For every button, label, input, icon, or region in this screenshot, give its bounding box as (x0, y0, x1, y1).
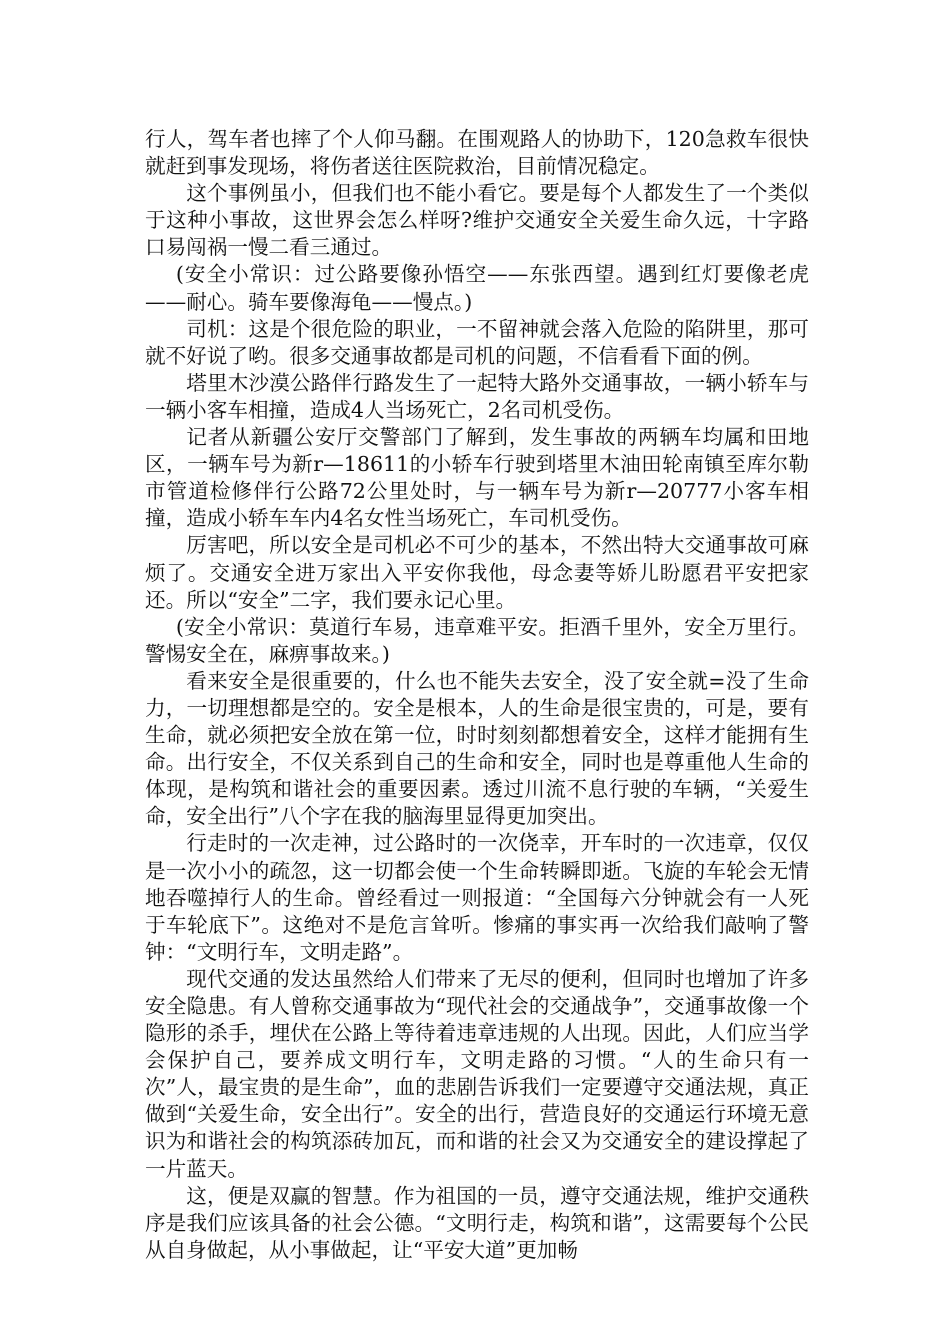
paragraph: 现代交通的发达虽然给人们带来了无尽的便利，但同时也增加了许多安全隐患。有人曾称交通事故为“现代社会的交通战争”，交通事故像一个隐形的杀手，埋伏在公路上等待着违章违规的人出现。因此，人们应当学会保护自己，要养成文明行车，文明走路的习惯。“人的生命只有一次”人，最宝贵的是生命”，血的悲剧告诉我们一定要遵守交通法规，真正做到“关爱生命，安全出行”。安全的出行，营造良好的交通运行环境无意识为和谐社会的构筑添砖加瓦，而和谐的社会又为交通安全的建设撑起了一片蓝天。 (145, 966, 809, 1181)
safety-tip-paragraph: (安全小常识：过公路要像孙悟空——东张西望。遇到红灯要像老虎——耐心。骑车要像海龟——慢点。) (145, 262, 809, 314)
paragraph: 看来安全是很重要的，什么也不能失去安全，没了安全就=没了生命力，一切理想都是空的。安全是根本，人的生命是很宝贵的，可是，要有生命，就必须把安全放在第一位，时时刻刻都想着安全，这样才能拥有生命。出行安全，不仅关系到自己的生命和安全，同时也是尊重他人生命的体现，是构筑和谐社会的重要因素。透过川流不息行驶的车辆，“关爱生命，安全出行”八个字在我的脑海里显得更加突出。 (145, 668, 809, 829)
paragraph: 这，便是双赢的智慧。作为祖国的一员，遵守交通法规，维护交通秩序是我们应该具备的社会公德。“文明行走，构筑和谐”，这需要每个公民从自身做起，从小事做起，让“平安大道”更加畅 (145, 1183, 809, 1262)
paragraph: 塔里木沙漠公路伴行路发生了一起特大路外交通事故，一辆小轿车与一辆小客车相撞，造成4人当场死亡，2名司机受伤。 (145, 370, 809, 422)
paragraph: 厉害吧，所以安全是司机必不可少的基本，不然出特大交通事故可麻烦了。交通安全进万家出入平安你我他，母念妻等娇儿盼愿君平安把家还。所以“安全”二字，我们要永记心里。 (145, 533, 809, 612)
paragraph: 记者从新疆公安厅交警部门了解到，发生事故的两辆车均属和田地区，一辆车号为新r—18611的小轿车行驶到塔里木油田轮南镇至库尔勒市管道检修伴行公路72公里处时，与一辆车号为新r—20777小客车相撞，造成小轿车车内4名女性当场死亡，车司机受伤。 (145, 425, 809, 531)
paragraph: 行走时的一次走神，过公路时的一次侥幸，开车时的一次违章，仅仅是一次小小的疏忽，这一切都会使一个生命转瞬即逝。飞旋的车轮会无情地吞噬掉行人的生命。曾经看过一则报道：“全国每六分钟就会有一人死于车轮底下”。这绝对不是危言耸听。惨痛的事实再一次给我们敲响了警钟：“文明行车，文明走路”。 (145, 831, 809, 964)
paragraph: 司机：这是个很危险的职业，一不留神就会落入危险的陷阱里，那可就不好说了哟。很多交通事故都是司机的问题，不信看看下面的例。 (145, 316, 809, 368)
document-body (145, 126, 809, 1264)
paragraph: 行人，驾车者也摔了个人仰马翻。在围观路人的协助下，120急救车很快就赶到事发现场，将伤者送往医院救治，目前情况稳定。 (145, 127, 809, 179)
paragraph: 这个事例虽小，但我们也不能小看它。要是每个人都发生了一个类似于这种小事故，这世界会怎么样呀?维护交通安全关爱生命久远，十字路口易闯祸一慢二看三通过。 (145, 181, 809, 260)
safety-tip-paragraph: (安全小常识：莫道行车易，违章难平安。拒酒千里外，安全万里行。警惕安全在，麻痹事故来。) (145, 614, 809, 666)
